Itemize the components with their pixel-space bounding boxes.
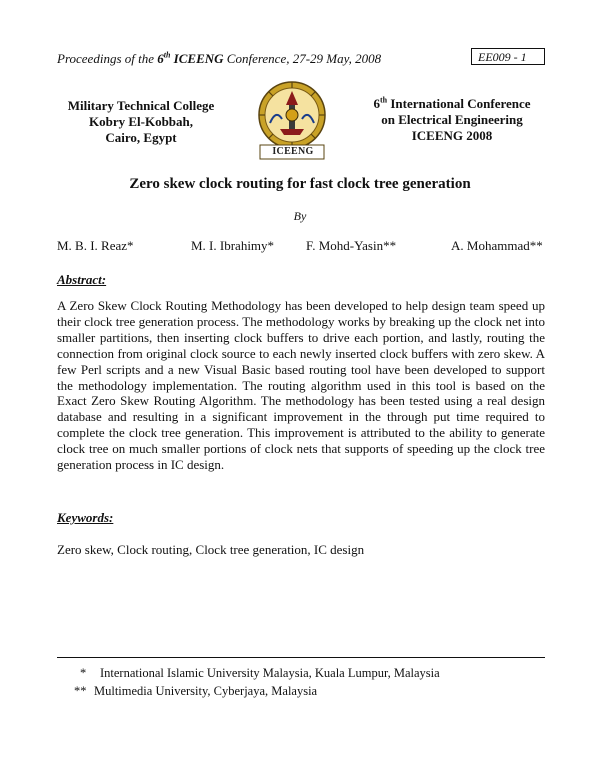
abstract-heading: Abstract: <box>57 272 107 287</box>
affiliation-right-line1-rest: International Conference <box>387 96 531 111</box>
author-4: A. Mohammad** <box>451 238 543 253</box>
footnote-1-text: International Islamic University Malaysia, Kuala Lumpur, Malaysia <box>100 666 440 680</box>
proceedings-line <box>57 51 381 67</box>
paper-title: Zero skew clock routing for fast clock tree generation <box>129 176 471 192</box>
author-1: M. B. I. Reaz* <box>57 238 134 253</box>
affiliation-left-line1: Military Technical College <box>67 98 215 113</box>
keywords-body: Zero skew, Clock routing, Clock tree generation, IC design <box>57 542 365 557</box>
footnote-2 <box>74 684 317 699</box>
affiliation-right-ordinal-num: 6 <box>373 96 380 111</box>
affiliation-right-line2: on Electrical Engineering <box>381 112 523 127</box>
affiliation-right <box>362 96 542 144</box>
affiliation-left <box>56 98 226 146</box>
footnote-2-text: Multimedia University, Cyberjaya, Malaysia <box>94 684 318 698</box>
footnote-2-mark: ** <box>74 684 87 698</box>
footnote-rule <box>57 657 545 658</box>
footnote-1 <box>80 666 440 681</box>
affiliation-right-line3: ICEENG 2008 <box>411 128 493 143</box>
affiliation-left-line3: Cairo, Egypt <box>105 130 177 145</box>
proceedings-suffix: Conference, 27-29 May, 2008 <box>223 51 382 66</box>
affiliation-right-line1 <box>362 96 542 112</box>
paper-code-box <box>471 48 545 65</box>
paper-code: EE009 - 1 <box>478 50 527 64</box>
proceedings-ordinal-sup: th <box>163 50 171 60</box>
logo-text: ICEENG <box>272 146 314 157</box>
author-3: F. Mohd-Yasin** <box>306 238 397 253</box>
proceedings-conference-name: ICEENG <box>173 51 224 66</box>
proceedings-ordinal-num: 6 <box>157 51 164 66</box>
proceedings-prefix: Proceedings of the <box>57 51 158 66</box>
by-line: By <box>293 209 307 223</box>
author-2: M. I. Ibrahimy* <box>191 238 275 253</box>
affiliation-left-line2: Kobry El-Kobbah, <box>88 114 194 129</box>
keywords-heading: Keywords: <box>57 510 114 525</box>
affiliation-right-ordinal-sup: th <box>379 95 388 105</box>
footnote-1-mark: * <box>80 666 87 680</box>
abstract-body: A Zero Skew Clock Routing Methodology has been developed to help design team speed up their clock tree generation process. The methodology works by breaking up the clock net into smaller partitions, then inserting clock buffers to drive each portion, and lastly, routing the connection from original clock source to each newly inserted clock buffers with zero skew. A few Perl scripts and a new Visual Basic based routing tool have been developed to support the methodology implementation. The routing algorithm used in this tool is based on the Exact Zero Skew Routing Algorithm. The methodology has been tested using a real design database and resulting in a significant improvement in the through put time required to complete the clock tree generation. This improvement is attributed to the ability to generate clock tree on much smaller portions of clock nets that supports of speeding up the clock tree generation process in IC design. <box>57 298 545 473</box>
